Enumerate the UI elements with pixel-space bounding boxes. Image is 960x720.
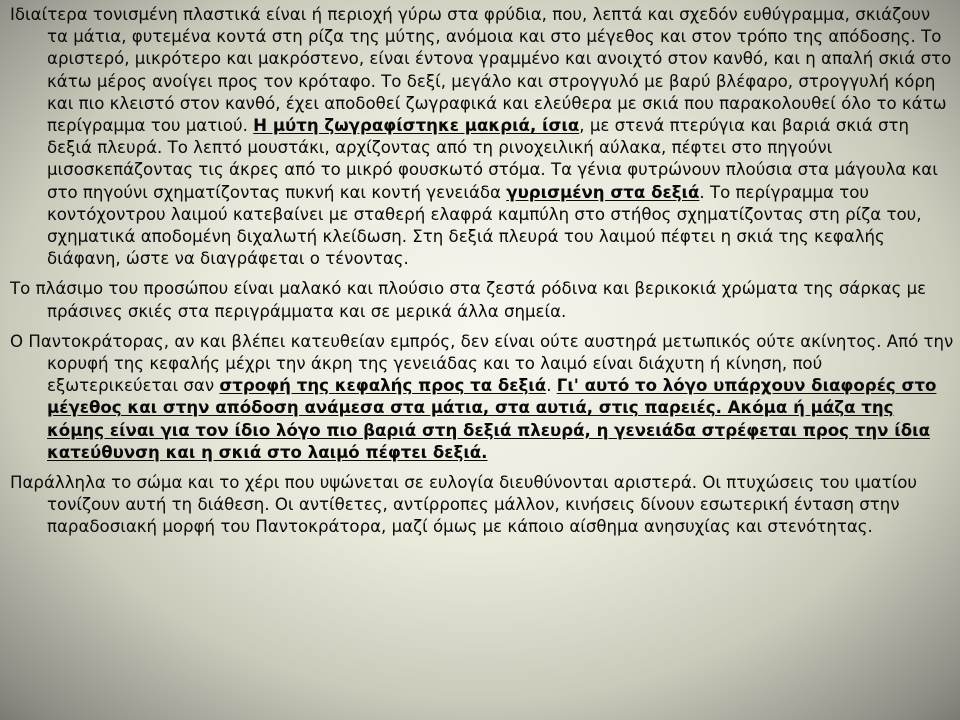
text-run: Ιδιαίτερα τονισμένη πλαστικά είναι ή περιοχή γύρω στα φρύδια, που, λεπτά και σχεδόν ευθύγραμμα, σκιάζουν τα μάτια, φυτεμένα κοντά στη ρίζα της μύτης, ανόμοια και στο μέγεθος και στον τρόπο της απόδοσης. Το αριστερό, μικρότερο και μακρόστενο, είναι έντονα γραμμένο και ανοιχτό στον κανθό, και η απαλή σκιά στο κάτω μέρος ανοίγει προς τον κρόταφο. Το δεξί, μεγάλο και στρογγυλό με βαρύ βλέφαρο, στρογγυλή κόρη και πιο κλειστό στον κανθό, έχει αποδοθεί ζωγραφικά και ελεύθερα με σκιά που παρακολουθεί όλο το κάτω περίγραμμα του ματιού. [10,5,952,136]
paragraph-head-movement [10,331,954,464]
text-run: . Το περίγραμμα του κοντόχοντρου λαιμού κατεβαίνει με σταθερή ελαφρά καμπύλη στο στήθος σχηματίζοντας στη ρίζα του, σχηματικά αποδομένη διχαλωτή κλείδωση. Στη δεξιά πλευρά του λαιμού πέφτει η σκιά της κεφαλής διάφανη, ώστε να διαγράφεται ο τένοντας. [47,182,922,269]
text-run: Παράλληλα το σώμα και το χέρι που υψώνεται σε ευλογία διευθύνονται αριστερά. Οι πτυχώσεις του ιματίου τονίζουν αυτή τη διάθεση. Οι αντίθετες, αντίρροπες μάλλον, κινήσεις δίνουν εσωτερική ένταση στην παραδοσιακή μορφή του Παντοκράτορα, μαζί όμως με κάποιο αίσθημα ανησυχίας και στενότητας. [10,473,917,537]
paragraph-eyes-nose-beard [10,4,954,270]
text-run: Το πλάσιμο του προσώπου είναι μαλακό και πλούσιο στα ζεστά ρόδινα και βερικοκιά χρώματα της σάρκας με πράσινες σκιές στα περιγράμματα και σε μερικά άλλα σημεία. [10,279,927,321]
emphasized-text-run: Η μύτη ζωγραφίστηκε μακριά, ίσια [253,116,580,136]
emphasized-text-run: Γι' αυτό το λόγο υπάρχουν διαφορές στο μέγεθος και στην απόδοση ανάμεσα στα μάτια, στα αυτιά, στις παρειές. Ακόμα ή μάζα της κόμης είναι για τον ίδιο λόγο πιο βαριά στη δεξιά πλευρά, η γενειάδα στρέφεται προς την ίδια κατεύθυνση και η σκιά στο λαιμό πέφτει δεξιά. [47,376,937,462]
text-run: Ο Παντοκράτορας, αν και βλέπει κατευθείαν εμπρός, δεν είναι ούτε αυστηρά μετωπικός ούτε ακίνητος. Από την κορυφή της κεφαλής μέχρι την άκρη της γενειάδας και το λαιμό είναι διάχυτη ή κίνηση, πού εξωτερικεύεται σαν [10,331,954,396]
paragraph-face-modelling [10,278,954,322]
paragraph-body-gesture [10,472,954,539]
emphasized-text-run: γυρισμένη στα δεξιά [506,182,700,202]
text-run: . [546,376,557,396]
emphasized-text-run: στροφή της κεφαλής προς τα δεξιά [219,376,547,396]
text-run: , με στενά πτερύγια και βαριά σκιά στη δεξιά πλευρά. Το λεπτό μουστάκι, αρχίζοντας από τη ρινοχειλική αύλακα, πέφτει στο πηγούνι μισοσκεπάζοντας τις άκρες από το μικρό φουσκωτό στόμα. Τα γένια φυτρώνουν πλούσια στα μάγουλα και στο πηγούνι σχηματίζοντας πυκνή και κοντή γενειάδα [47,116,938,202]
